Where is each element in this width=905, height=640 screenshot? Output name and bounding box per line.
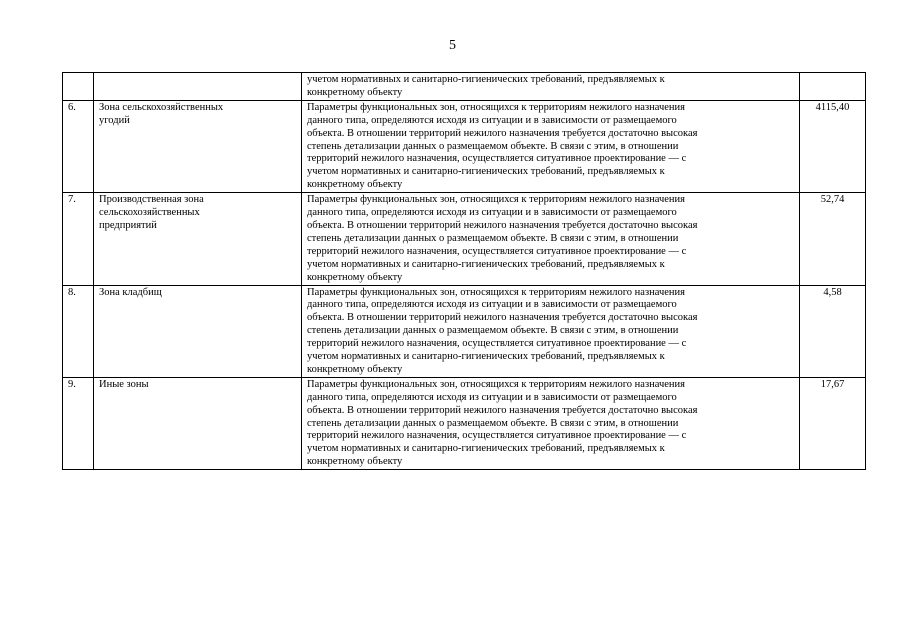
zone-name-line: Зона сельскохозяйственных [99, 101, 224, 113]
zone-area-cell [800, 73, 866, 101]
row-number-cell: 9. [63, 377, 94, 469]
page-number: 5 [449, 38, 456, 53]
zone-name-cell [94, 73, 302, 101]
table-row [63, 100, 866, 192]
description-line: объекта. В отношении территорий нежилого назначения требуется достаточно высокая [307, 312, 698, 324]
zone-name-line: угодий [99, 114, 130, 126]
row-number-cell: 6. [63, 100, 94, 192]
zone-description-cell [302, 285, 800, 377]
description-line: Параметры функциональных зон, относящихся к территориям нежилого назначения [307, 286, 685, 298]
description-line: степень детализации данных о размещаемом объекте. В связи с этим, в отношении [307, 140, 679, 152]
table-row-continuation [63, 73, 866, 101]
zones-table-body [63, 73, 866, 470]
zone-description-cell [302, 193, 800, 285]
description-line: учетом нормативных и санитарно-гигиенических требований, предъявляемых к [307, 443, 665, 455]
description-line: объекта. В отношении территорий нежилого назначения требуется достаточно высокая [307, 127, 698, 139]
description-line: объекта. В отношении территорий нежилого назначения требуется достаточно высокая [307, 219, 698, 231]
description-line: территорий нежилого назначения, осуществляется ситуативное проектирование — с [307, 245, 687, 257]
description-line: конкретному объекту [307, 271, 403, 283]
zone-name-line: Иные зоны [99, 378, 149, 390]
description-line: территорий нежилого назначения, осуществляется ситуативное проектирование — с [307, 153, 687, 165]
description-line: территорий нежилого назначения, осуществляется ситуативное проектирование — с [307, 430, 687, 442]
description-line: данного типа, определяются исходя из ситуации и в зависимости от размещаемого [307, 391, 677, 403]
description-line: учетом нормативных и санитарно-гигиенических требований, предъявляемых к [307, 351, 665, 363]
zone-area-cell: 17,67 [800, 377, 866, 469]
description-line: данного типа, определяются исходя из ситуации и в зависимости от размещаемого [307, 114, 677, 126]
description-line: конкретному объекту [307, 456, 403, 468]
description-line: конкретному объекту [307, 86, 403, 98]
description-line: учетом нормативных и санитарно-гигиенических требований, предъявляемых к [307, 74, 665, 85]
zone-name-line: Производственная зона [99, 194, 204, 206]
description-line: территорий нежилого назначения, осуществляется ситуативное проектирование — с [307, 338, 687, 350]
zone-description-cell [302, 73, 800, 101]
description-line: учетом нормативных и санитарно-гигиенических требований, предъявляемых к [307, 258, 665, 270]
zone-name-line: сельскохозяйственных [99, 207, 200, 219]
description-line: данного типа, определяются исходя из ситуации и в зависимости от размещаемого [307, 207, 677, 219]
zone-name-line: Зона кладбищ [99, 286, 162, 298]
table-row [63, 193, 866, 285]
zone-name-cell [94, 377, 302, 469]
zones-table [62, 72, 866, 470]
description-line: Параметры функциональных зон, относящихся к территориям нежилого назначения [307, 378, 685, 390]
table-row [63, 377, 866, 469]
zone-area-cell: 4,58 [800, 285, 866, 377]
row-number-cell: 7. [63, 193, 94, 285]
zone-name-line: предприятий [99, 219, 157, 231]
row-number-cell: 8. [63, 285, 94, 377]
table-row [63, 285, 866, 377]
zone-description-cell [302, 100, 800, 192]
description-line: объекта. В отношении территорий нежилого назначения требуется достаточно высокая [307, 404, 698, 416]
zone-name-cell [94, 285, 302, 377]
zone-area-cell: 52,74 [800, 193, 866, 285]
row-number-cell [63, 73, 94, 101]
description-line: конкретному объекту [307, 179, 403, 191]
zone-area-cell: 4115,40 [800, 100, 866, 192]
description-line: степень детализации данных о размещаемом объекте. В связи с этим, в отношении [307, 232, 679, 244]
description-line: Параметры функциональных зон, относящихся к территориям нежилого назначения [307, 194, 685, 206]
description-line: данного типа, определяются исходя из ситуации и в зависимости от размещаемого [307, 299, 677, 311]
description-line: конкретному объекту [307, 363, 403, 375]
description-line: Параметры функциональных зон, относящихся к территориям нежилого назначения [307, 101, 685, 113]
description-line: степень детализации данных о размещаемом объекте. В связи с этим, в отношении [307, 325, 679, 337]
zone-name-cell [94, 100, 302, 192]
zone-name-cell [94, 193, 302, 285]
description-line: степень детализации данных о размещаемом объекте. В связи с этим, в отношении [307, 417, 679, 429]
description-line: учетом нормативных и санитарно-гигиенических требований, предъявляемых к [307, 166, 665, 178]
zone-description-cell [302, 377, 800, 469]
